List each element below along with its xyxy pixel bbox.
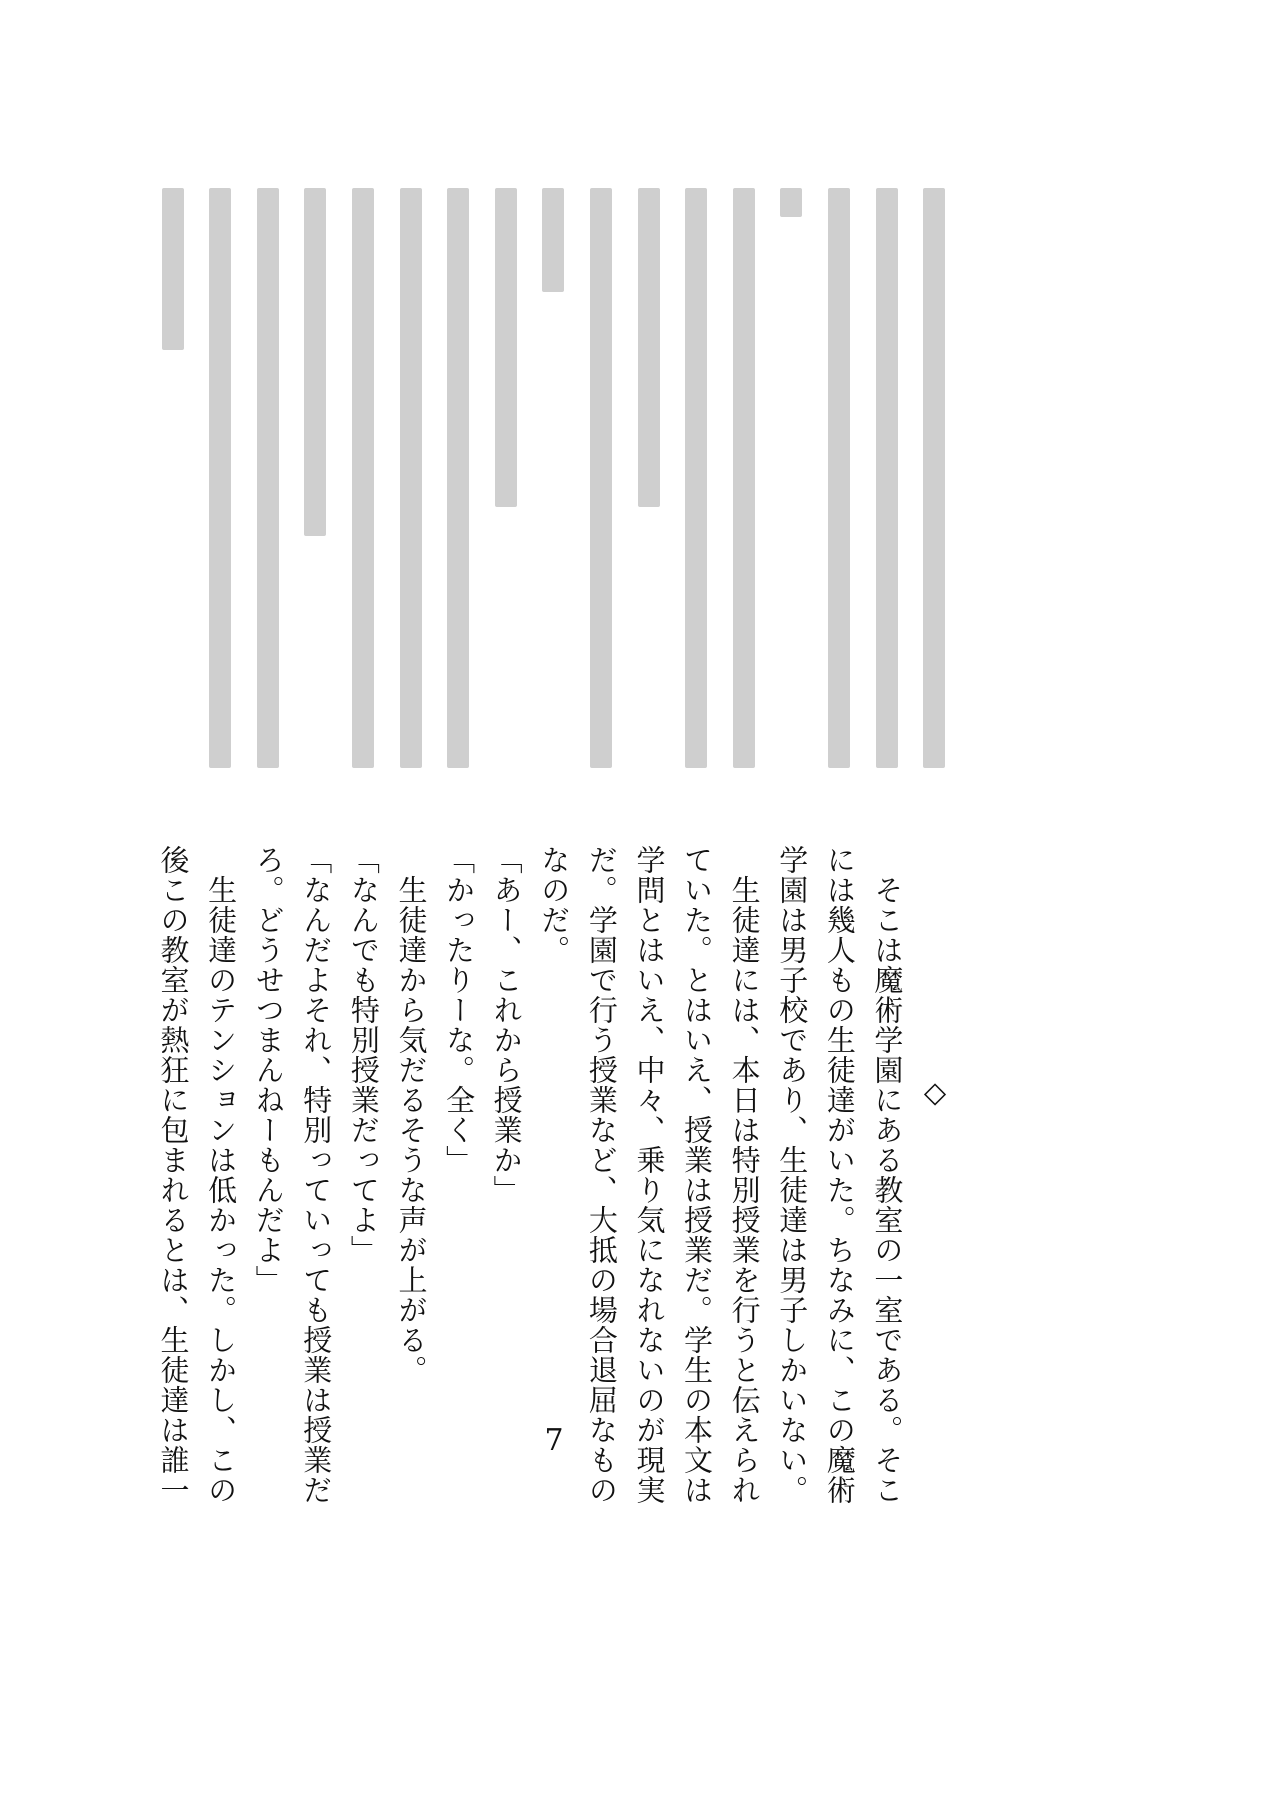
- text-line: そこは魔術学園にある教室の一室である。そこ: [870, 845, 905, 1505]
- text-column: [768, 845, 816, 1505]
- redaction-bar: [257, 188, 279, 768]
- text-line: 生徒達のテンションは低かった。しかし、この: [204, 845, 239, 1505]
- text-line: 学園は男子校であり、生徒達は男子しかいない。: [775, 845, 810, 1505]
- redaction-bar: [447, 188, 469, 768]
- text-column: [292, 845, 340, 1505]
- redacted-column: [863, 188, 911, 768]
- redaction-bar: [495, 188, 517, 507]
- text-line: 後この教室が熱狂に包まれるとは、生徒達は誰一: [156, 845, 191, 1505]
- text-line: 生徒達には、本日は特別授業を行うと伝えられ: [727, 845, 762, 1505]
- text-line: 「かったりーな。全く」: [442, 845, 477, 1175]
- text-line: 生徒達から気だるそうな声が上がる。: [394, 845, 429, 1385]
- text-line: だ。学園で行う授業など、大抵の場合退屈なもの: [584, 845, 619, 1505]
- redaction-bar: [162, 188, 184, 350]
- redaction-bar: [876, 188, 898, 768]
- redacted-column: [768, 188, 816, 768]
- text-line: なのだ。: [537, 845, 572, 965]
- text-column: [482, 845, 530, 1425]
- text-column: [672, 845, 720, 1505]
- text-column: [625, 845, 673, 1505]
- redacted-column: [720, 188, 768, 768]
- text-line: 「なんでも特別授業だってよ」: [346, 845, 381, 1265]
- redaction-bar: [352, 188, 374, 768]
- redaction-bar: [638, 188, 660, 507]
- redaction-bar: [542, 188, 564, 292]
- redaction-bar: [590, 188, 612, 768]
- redacted-column: [482, 188, 530, 768]
- redacted-column: [339, 188, 387, 768]
- redaction-bar: [209, 188, 231, 768]
- text-column: [149, 845, 197, 1505]
- redaction-bar: [923, 188, 945, 768]
- text-column: [387, 845, 435, 1425]
- scene-break-symbol: ◇: [918, 1075, 952, 1110]
- text-column: [197, 845, 245, 1505]
- text-column: [244, 845, 292, 1425]
- scene-break-column: [910, 845, 958, 1425]
- text-column: [577, 845, 625, 1505]
- upper-text-block-redacted: [149, 188, 958, 768]
- text-line: 学問とはいえ、中々、乗り気になれないのが現実: [632, 845, 667, 1505]
- redacted-column: [815, 188, 863, 768]
- page-number: 7: [544, 1423, 564, 1458]
- text-column: [863, 845, 911, 1505]
- text-column: [339, 845, 387, 1425]
- redacted-column: [197, 188, 245, 768]
- text-line: には幾人もの生徒達がいた。ちなみに、この魔術: [822, 845, 857, 1505]
- text-line: 「なんだよそれ、特別っていっても授業は授業だ: [299, 845, 334, 1505]
- redacted-column: [149, 188, 197, 768]
- text-column: [530, 845, 578, 1425]
- lower-text-block: [149, 845, 958, 1505]
- text-column: [434, 845, 482, 1425]
- redacted-column: [577, 188, 625, 768]
- text-line: ていた。とはいえ、授業は授業だ。学生の本文は: [680, 845, 715, 1505]
- redacted-column: [244, 188, 292, 768]
- redaction-bar: [780, 188, 802, 217]
- text-line: ろ。どうせつまんねーもんだよ」: [251, 845, 286, 1295]
- redaction-bar: [304, 188, 326, 536]
- redacted-column: [387, 188, 435, 768]
- redaction-bar: [828, 188, 850, 768]
- redacted-column: [530, 188, 578, 768]
- redaction-bar: [733, 188, 755, 768]
- redacted-column: [625, 188, 673, 768]
- redacted-column: [910, 188, 958, 768]
- text-line: 「あー、これから授業か」: [489, 845, 524, 1205]
- text-column: [720, 845, 768, 1505]
- text-column: [815, 845, 863, 1505]
- redaction-bar: [400, 188, 422, 768]
- redacted-column: [672, 188, 720, 768]
- redacted-column: [434, 188, 482, 768]
- redacted-column: [292, 188, 340, 768]
- redaction-bar: [685, 188, 707, 768]
